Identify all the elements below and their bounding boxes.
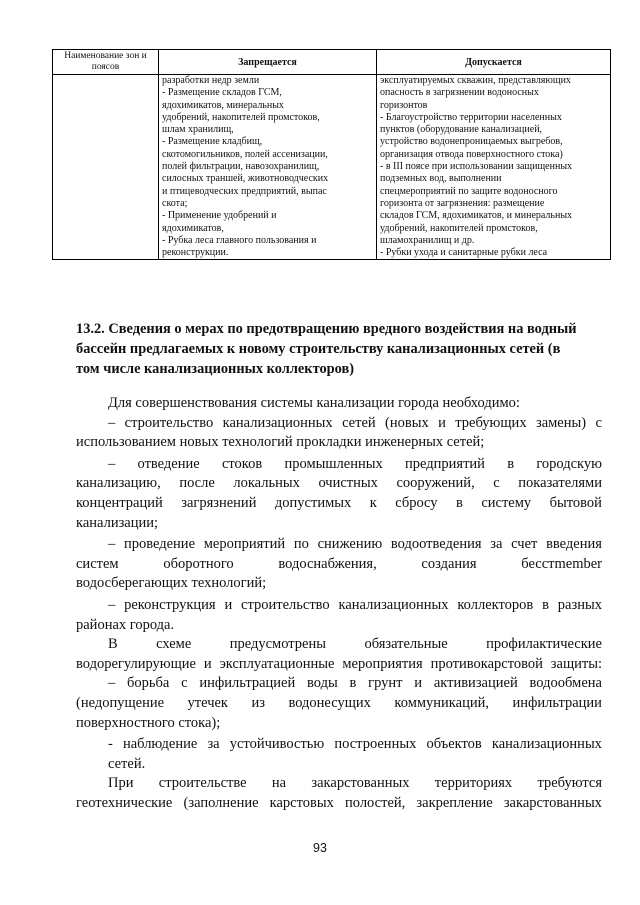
allowed-line: складов ГСМ, ядохимикатов, и минеральных	[380, 210, 573, 222]
heading-line: бассейн предлагаемых к новому строительству канализационных сетей (в	[76, 341, 561, 357]
zones-table	[52, 49, 611, 260]
paragraph-line: геотехнические (заполнение карстовых полостей, закрепление закарстованных	[76, 794, 602, 811]
paragraph-line: – отведение стоков промышленных предприятий в городскую	[108, 455, 602, 472]
allowed-line: горизонтов	[380, 99, 428, 111]
prohibited-cell	[159, 75, 377, 260]
section-heading	[76, 319, 606, 379]
allowed-line: устройство водонепроницаемых выгребов,	[380, 136, 563, 148]
prohibited-line: - Размещение кладбищ,	[162, 136, 263, 148]
table-row	[53, 75, 611, 260]
allowed-line: - Рубки ухода и санитарные рубки леса	[380, 247, 548, 259]
paragraph-line: - наблюдение за устойчивостью построенных объектов канализационных	[108, 736, 602, 753]
paragraph-line: систем оборотного водоснабжения, создания бесстmember	[76, 555, 602, 572]
allowed-line: организация отвода поверхностного стока)	[380, 148, 563, 160]
prohibited-line: - Применение удобрений и	[162, 210, 277, 222]
prohibited-line: ядохимикатов,	[162, 222, 224, 234]
allowed-line: - Благоустройство территории населенных	[380, 111, 562, 123]
header-prohibited: Запрещается	[159, 50, 377, 75]
body-text	[76, 394, 602, 813]
paragraph-line: – реконструкция и строительство канализационных коллекторов в разных	[108, 596, 602, 613]
paragraph-line: поверхностного стока);	[76, 714, 221, 731]
prohibited-line: шлам хранилищ,	[162, 124, 234, 136]
paragraph-line: – проведение мероприятий по снижению водоотведения за счет введения	[108, 536, 602, 553]
allowed-line: шламохранилищ и др.	[380, 234, 475, 246]
header-zones: Наименование зон и поясов	[53, 50, 159, 75]
allowed-line: опасность в загрязнении водоносных	[380, 87, 539, 99]
paragraph-line: При строительстве на закарстованных территориях требуются	[108, 775, 602, 792]
prohibited-line: ядохимикатов, минеральных	[162, 99, 284, 111]
heading-line: том числе канализационных коллекторов)	[76, 361, 355, 377]
paragraph-line: использованием новых технологий прокладки инженерных сетей;	[76, 434, 485, 451]
allowed-line: горизонта от загрязнения: размещение	[380, 197, 545, 209]
prohibited-line: скотомогильников, полей ассенизации,	[162, 148, 328, 160]
prohibited-line: реконструкции.	[162, 247, 229, 259]
paragraph-line: В схеме предусмотрены обязательные профилактические	[108, 636, 602, 653]
paragraph-line: канализацию, после локальных очистных сооружений, с показателями	[76, 475, 602, 492]
page-number: 93	[313, 841, 327, 855]
paragraph-line: водосберегающих технологий;	[76, 575, 267, 592]
paragraph-line: районах города.	[76, 616, 175, 633]
allowed-line: - в III поясе при использовании защищенных	[380, 161, 573, 173]
allowed-cell	[377, 75, 611, 260]
prohibited-line: - Размещение складов ГСМ,	[162, 87, 282, 99]
prohibited-line: скота;	[162, 197, 188, 209]
paragraph-line: водорегулирующие и эксплуатационные мероприятия противокарстовой защиты:	[76, 655, 602, 672]
paragraph-line: сетей.	[108, 755, 146, 772]
table-header-row	[53, 50, 611, 75]
zone-name-cell	[53, 75, 159, 260]
allowed-line: удобрений, накопителей промстоков,	[380, 222, 538, 234]
prohibited-line: - Рубка леса главного пользования и	[162, 234, 317, 246]
paragraph-line: концентраций загрязнений допустимых к сбросу в систему бытовой	[76, 494, 602, 511]
prohibited-line: силосных траншей, животноводческих	[162, 173, 329, 185]
allowed-line: спецмероприятий по защите водоносного	[380, 185, 558, 197]
paragraph-line: – борьба с инфильтрацией воды в грунт и активизацией водообмена	[108, 675, 602, 692]
allowed-line: эксплуатируемых скважин, представляющих	[380, 75, 571, 86]
paragraph-line: Для совершенствования системы канализации города необходимо:	[108, 395, 520, 411]
paragraph-line: (недопущение утечек из водонесущих коммуникаций, инфильтрации	[76, 694, 602, 711]
prohibited-line: полей фильтрации, навозохранилищ,	[162, 161, 320, 173]
paragraph-line: – строительство канализационных сетей (новых и требующих замены) с	[108, 414, 602, 431]
prohibited-line: разработки недр земли	[162, 75, 260, 86]
prohibited-line: удобрений, накопителей промстоков,	[162, 111, 320, 123]
prohibited-line: и птицеводческих предприятий, выпас	[162, 185, 327, 197]
header-allowed: Допускается	[377, 50, 611, 75]
heading-line: 13.2. Сведения о мерах по предотвращению вредного воздействия на водный	[76, 321, 577, 337]
allowed-line: пунктов (оборудование канализацией,	[380, 124, 543, 136]
paragraph-line: канализации;	[76, 514, 159, 531]
allowed-line: подземных вод, выполнении	[380, 173, 502, 185]
